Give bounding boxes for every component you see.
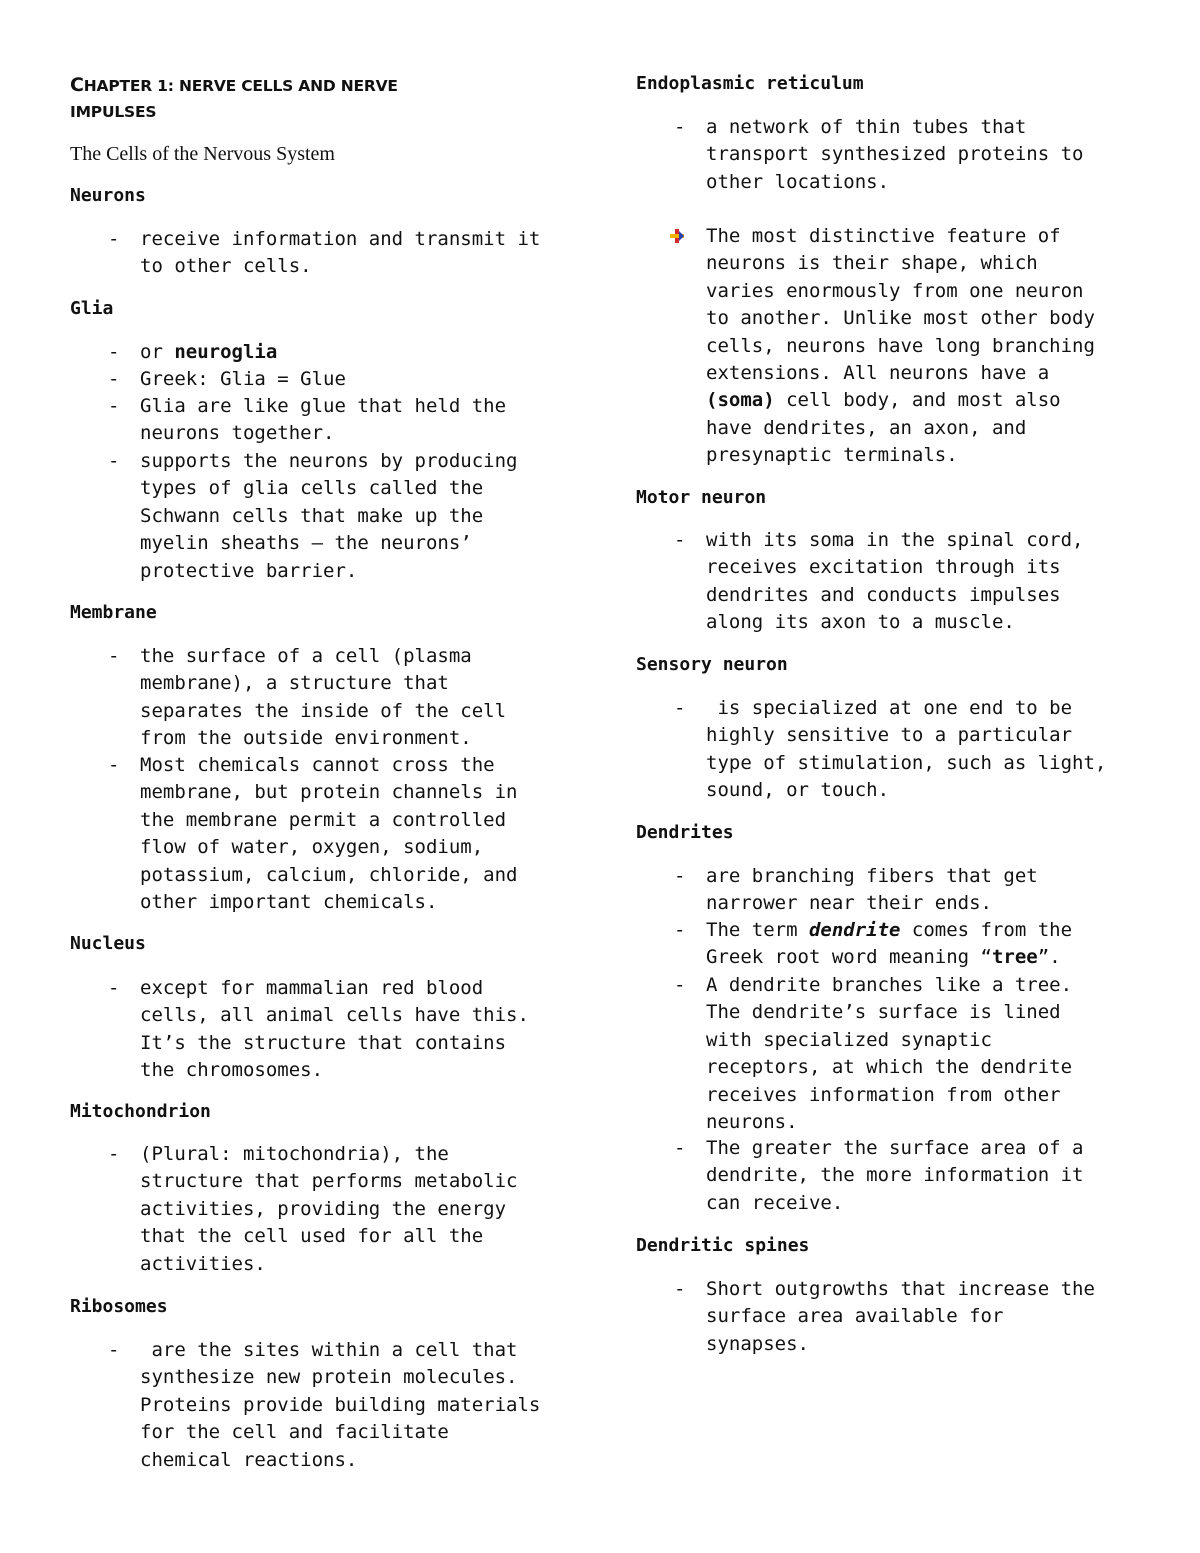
definition-text — [706, 917, 1156, 972]
chapter-title-line2: IMPULSES — [70, 103, 157, 121]
definition-text: (Plural: mitochondria), the structure that performs metabolic activities, providing the energy that the cell used for all the activities. — [140, 1143, 518, 1275]
dash-marker: - — [674, 1278, 686, 1300]
term-nucleus: Nucleus — [70, 933, 146, 954]
term-dendrites: Dendrites — [636, 822, 734, 843]
definition-text: supports the neurons by producing types of glia cells called the Schwann cells that make up the myelin sheaths – the neurons’ protective barrier. — [140, 450, 518, 582]
term-sensory-neuron: Sensory neuron — [636, 654, 788, 675]
chapter-title-line1: HAPTER 1: NERVE CELLS AND NERVE — [83, 77, 398, 95]
dash-marker: - — [674, 529, 686, 551]
definition-text: Glia are like glue that held the neurons together. — [140, 395, 507, 445]
dash-marker: - — [108, 1339, 120, 1361]
list-item — [70, 752, 570, 916]
list-item — [636, 1135, 1156, 1217]
dash-marker: - — [108, 754, 120, 776]
definition-text: the surface of a cell (plasma membrane), a structure that separates the inside of the cell from the outside environment. — [140, 645, 507, 750]
list-item — [636, 1276, 1156, 1358]
dash-marker: - — [674, 919, 686, 941]
list-item — [70, 975, 570, 1085]
term-ribosomes: Ribosomes — [70, 1296, 168, 1317]
dash-marker: - — [674, 697, 686, 719]
emphasized-term: dendrite — [808, 919, 901, 941]
term-membrane: Membrane — [70, 602, 157, 623]
text-segment: ”. — [1037, 946, 1061, 969]
bold-term: (soma) — [706, 389, 775, 412]
definition-text: Greek: Glia = Glue — [140, 368, 346, 390]
definition-text: is specialized at one end to be highly sensitive to a particular type of stimulation, such as light, sound, or touch. — [706, 697, 1107, 802]
list-item — [70, 448, 570, 585]
dash-marker: - — [108, 341, 120, 363]
chapter-title — [70, 72, 510, 125]
dash-marker: - — [108, 395, 120, 417]
list-item — [636, 114, 1156, 196]
term-endoplasmic-reticulum: Endoplasmic reticulum — [636, 73, 864, 94]
list-item — [636, 972, 1156, 1136]
definition-text: with its soma in the spinal cord, receives excitation through its dendrites and conducts impulses along its axon to a muscle. — [706, 529, 1084, 634]
definition-text: a network of thin tubes that transport synthesized proteins to other locations. — [706, 116, 1084, 193]
text-segment: cell body, and most also have dendrites, an axon, and presynaptic terminals. — [706, 389, 1061, 467]
definition-text: are the sites within a cell that synthesize new protein molecules. Proteins provide building materials for the cell and facilitate chemical reactions. — [140, 1339, 541, 1471]
dash-marker: - — [108, 977, 120, 999]
definition-text: A dendrite branches like a tree. The dendrite’s surface is lined with specialized synaptic receptors, at which the dendrite receives information from other neurons. — [706, 974, 1073, 1134]
list-item — [636, 695, 1156, 805]
definition-text: receive information and transmit it to other cells. — [140, 228, 541, 278]
dash-marker: - — [674, 1137, 686, 1159]
term-mitochondrion: Mitochondrion — [70, 1101, 211, 1122]
list-item — [70, 226, 570, 281]
term-motor-neuron: Motor neuron — [636, 487, 767, 508]
list-item — [636, 863, 1156, 918]
feature-paragraph — [636, 223, 1156, 470]
list-item — [70, 1337, 570, 1474]
dash-marker: - — [108, 1143, 120, 1165]
term-dendritic-spines: Dendritic spines — [636, 1235, 810, 1256]
list-item — [70, 366, 570, 393]
dash-marker: - — [674, 974, 686, 996]
bold-term: tree — [991, 946, 1038, 969]
dash-marker: - — [674, 116, 686, 138]
term-glia: Glia — [70, 298, 114, 319]
section-subtitle: The Cells of the Nervous System — [70, 143, 335, 165]
list-item — [636, 527, 1156, 637]
definition-text: are branching fibers that get narrower near their ends. — [706, 865, 1038, 915]
definition-text: Most chemicals cannot cross the membrane, but protein channels in the membrane permit a controlled flow of water, oxygen, sodium, potassium, calcium, chloride, and other important chemicals. — [140, 754, 518, 914]
text-segment: The most distinctive feature of neurons is their shape, which varies enormously from one neuron to another. Unlike most other body cells, neurons have long branching extensions. All neurons have a — [706, 225, 1095, 385]
dash-marker: - — [108, 645, 120, 667]
text-segment: The term — [706, 919, 809, 941]
dash-marker: - — [108, 228, 120, 250]
list-item — [70, 643, 570, 753]
bold-term: neuroglia — [174, 341, 278, 363]
list-item — [70, 393, 570, 448]
definition-text — [140, 339, 570, 366]
definition-text — [706, 223, 1156, 470]
term-neurons: Neurons — [70, 185, 146, 206]
list-item — [70, 1141, 570, 1278]
dash-marker: - — [108, 368, 120, 390]
text-segment: comes from the Greek root word meaning “ — [706, 919, 1073, 969]
definition-text: The greater the surface area of a dendrite, the more information it can receive. — [706, 1137, 1084, 1214]
text-segment: or — [140, 341, 175, 363]
arrow-bullet-icon — [670, 229, 684, 243]
list-item — [70, 339, 570, 366]
definition-text: Short outgrowths that increase the surface area available for synapses. — [706, 1278, 1095, 1355]
dash-marker: - — [674, 865, 686, 887]
chapter-title-initial: C — [70, 74, 84, 96]
dash-marker: - — [108, 450, 120, 472]
definition-text: except for mammalian red blood cells, all animal cells have this. It’s the structure that contains the chromosomes. — [140, 977, 529, 1082]
list-item — [636, 917, 1156, 972]
